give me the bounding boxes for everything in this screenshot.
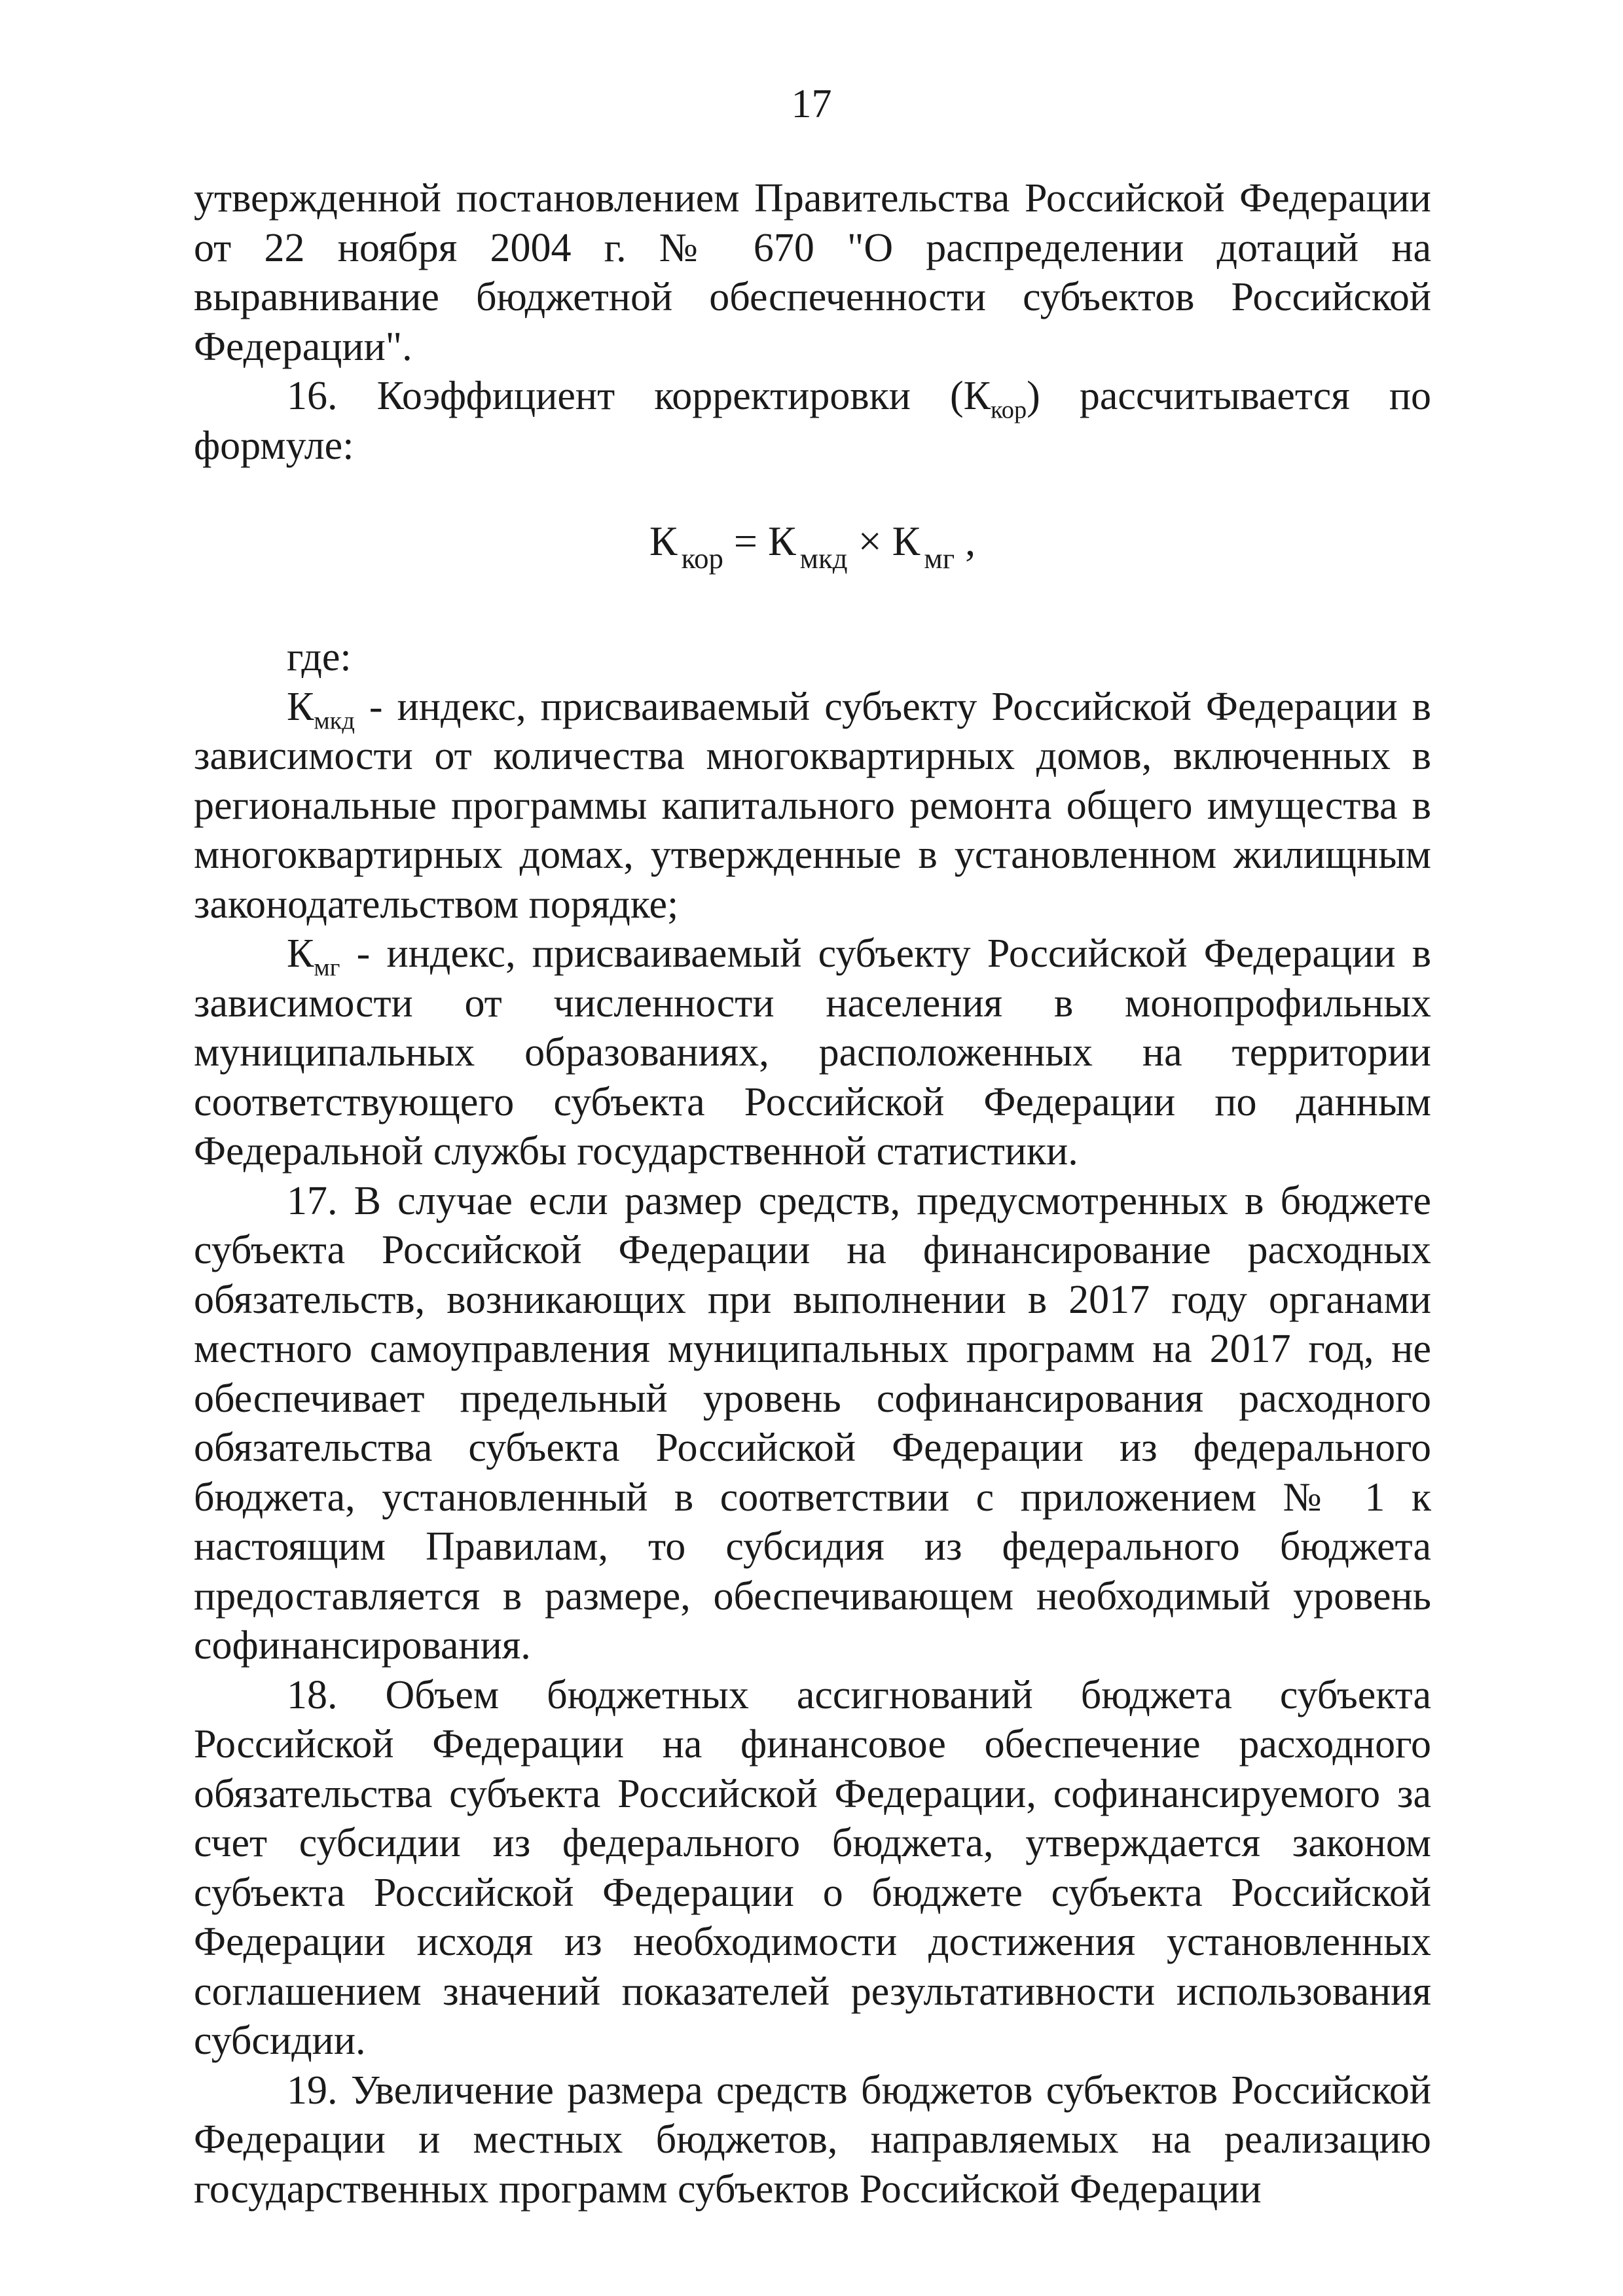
definition-k-mg-text: - индекс, присваиваемый субъекту Российской Федерации в зависимости от численности населения в монопрофильных муниципальных образованиях, расположенных на территории соответствующего субъекта Российской Федерации по данным Федеральной службы государственной статистики.: [194, 931, 1431, 1174]
definition-k-mkd: [194, 683, 1431, 930]
formula-end: ,: [955, 518, 976, 564]
definition-k-mg: [194, 929, 1431, 1177]
formula-equals-k: = К: [723, 518, 796, 564]
paragraph-19: 19. Увеличение размера средств бюджетов субъектов Российской Федерации и местных бюджетов, направляемых на реализацию государственных программ субъектов Российской Федерации: [194, 2068, 1431, 2212]
definition-k-mkd-subscript: мкд: [314, 706, 355, 734]
definition-k-mg-symbol: К: [287, 931, 314, 976]
correction-coefficient-formula: [194, 515, 1431, 575]
formula-k-mkd-subscript: мкд: [799, 542, 848, 575]
paragraph-16: [194, 372, 1431, 471]
formula-times-k: × К: [847, 518, 921, 564]
definition-k-mkd-text: - индекс, присваиваемый субъекту Российской Федерации в зависимости от количества многоквартирных домов, включенных в региональные программы капитального ремонта общего имущества в многоквартирных домах, утвержденные в установленном жилищным законодательством порядке;: [194, 684, 1431, 927]
where-label: где:: [287, 635, 352, 679]
paragraph-16-text-after: ) рассчитывается по формуле:: [194, 374, 1432, 468]
definition-k-mkd-symbol: К: [287, 684, 314, 729]
intro-paragraph: утвержденной постановлением Правительства Российской Федерации от 22 ноября 2004 г. № 670 "О распределении дотаций на выравнивание бюджетной обеспеченности субъектов Российской Федерации".: [194, 176, 1431, 369]
formula-k-kor-subscript: кор: [681, 542, 723, 575]
page-number: 17: [791, 82, 832, 126]
document-body: [194, 174, 1431, 2214]
formula-k-mg-subscript: мг: [924, 542, 955, 575]
paragraph-18: 18. Объем бюджетных ассигнований бюджета субъекта Российской Федерации на финансовое обеспечение расходного обязательства субъекта Российской Федерации, софинансируемого за счет субсидии из федерального бюджета, утверждается законом субъекта Российской Федерации о бюджете субъекта Российской Федерации исходя из необходимости достижения установленных соглашением значений показателей результативности использования субсидии.: [194, 1672, 1431, 2063]
paragraph-16-text-before: 16. Коэффициент корректировки (К: [287, 374, 991, 418]
definition-k-mg-subscript: мг: [314, 954, 340, 982]
paragraph-16-subscript: кор: [991, 396, 1027, 424]
paragraph-17: 17. В случае если размер средств, предусмотренных в бюджете субъекта Российской Федерации на финансирование расходных обязательств, возникающих при выполнении в 2017 году органами местного самоуправления муниципальных программ на 2017 год, не обеспечивает предельный уровень софинансирования расходного обязательства субъекта Российской Федерации из федерального бюджета, установленный в соответствии с приложением № 1 к настоящим Правилам, то субсидия из федерального бюджета предоставляется в размере, обеспечивающем необходимый уровень софинансирования.: [194, 1178, 1431, 1668]
formula-k-kor: К: [649, 518, 678, 564]
